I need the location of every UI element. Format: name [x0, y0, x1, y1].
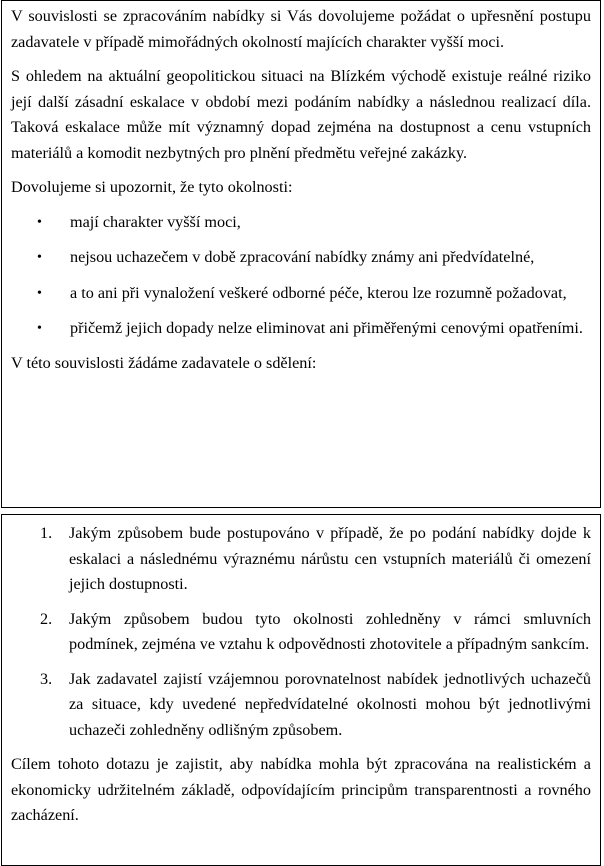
list-item-text: nejsou uchazečem v době zpracování nabídky známy ani předvídatelné, [70, 248, 535, 266]
list-item-text: mají charakter vyšší moci, [70, 212, 241, 231]
question-number: 2. [40, 609, 53, 628]
questions-list [11, 521, 591, 743]
bullet-icon: • [37, 214, 42, 230]
list-item [11, 245, 591, 271]
intro-paragraph: V souvislosti se zpracováním nabídky si Vás dovolujeme požádat o upřesnění postupu zadavatele v případě mimořádných okolností majících charakter vyšší moci. [11, 7, 591, 51]
circumstances-lead-paragraph: Dovolujeme si upozornit, že tyto okolnosti: [11, 178, 293, 196]
list-item-text: přičemž jejich dopady nelze eliminovat ani přiměřenými cenovými opatřeními. [70, 319, 583, 337]
list-item [11, 316, 591, 342]
geopolitical-paragraph: S ohledem na aktuální geopolitickou situaci na Blízkém východě existuje reálné riziko její další zásadní eskalace v období mezi podáním nabídky a následnou realizací díla. Taková eskalace může mít významný dopad zejména na dostupnost a cenu vstupních materiálů a komodit nezbytných pro plnění předmětu veřejné zakázky. [11, 67, 591, 162]
list-item [11, 281, 591, 307]
closing-paragraph: Cílem tohoto dotazu je zajistit, aby nabídka mohla být zpracována na realistickém a ekonomicky udržitelném základě, odpovídajícím principům transparentnosti a rovného zacházení. [11, 755, 591, 824]
circumstances-list [11, 210, 591, 342]
bullet-icon: • [37, 285, 42, 301]
inquiry-questions-box [1, 514, 601, 866]
inquiry-context-box [1, 0, 601, 508]
question-item [11, 607, 591, 658]
question-text: Jak zadavatel zajistí vzájemnou porovnatelnost nabídek jednotlivých uchazečů za situace, kdy uvedené nepředvídatelné okolnosti mohou být jednotlivými uchazeči zohledněny odlišným způsobem. [69, 669, 591, 739]
question-item [11, 521, 591, 598]
question-text: Jakým způsobem bude postupováno v případě, že po podání nabídky dojde k eskalaci a následnému výraznému nárůstu cen vstupních materiálů či omezení jejich dostupnosti. [69, 524, 591, 593]
question-text: Jakým způsobem budou tyto okolnosti zohledněny v rámci smluvních podmínek, zejména ve vztahu k odpovědnosti zhotovitele a případným sankcím. [69, 609, 591, 653]
bullet-icon: • [37, 250, 42, 265]
question-number: 3. [40, 669, 53, 688]
list-item-text: a to ani při vynaložení veškeré odborné péče, kterou lze rozumně požadovat, [70, 283, 567, 302]
request-lead-paragraph: V této souvislosti žádáme zadavatele o sdělení: [11, 353, 317, 372]
bullet-icon: • [37, 321, 42, 336]
list-item [11, 210, 591, 236]
question-item [11, 667, 591, 744]
question-number: 1. [40, 524, 53, 542]
